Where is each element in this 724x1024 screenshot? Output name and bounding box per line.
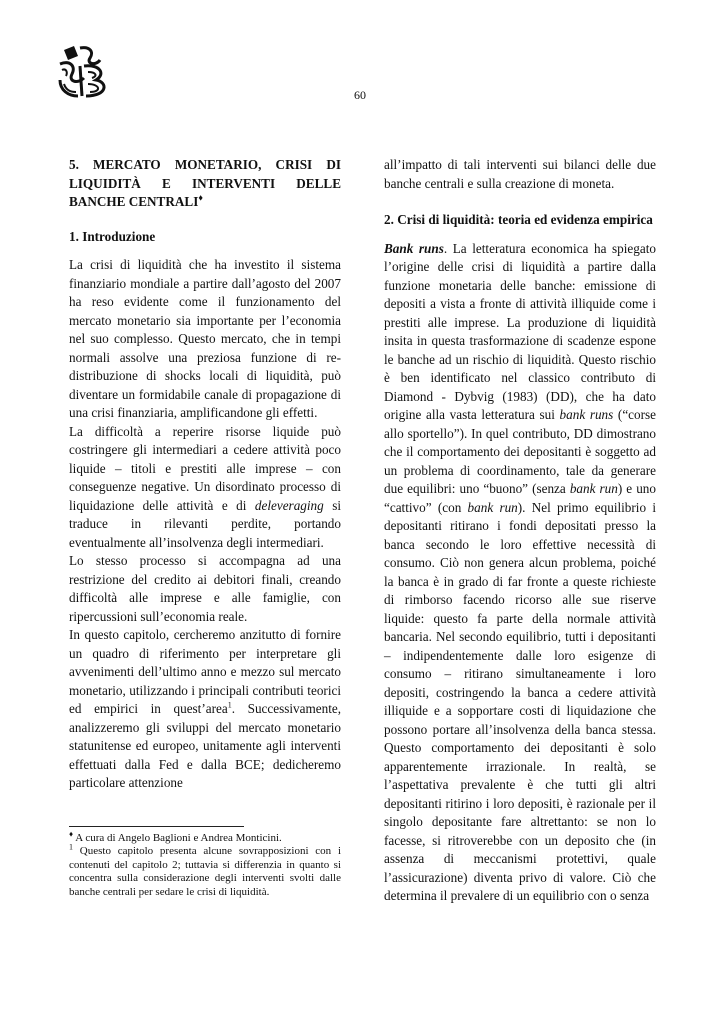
section-heading-crisi-di-liquidita: 2. Crisi di liquidità: teoria ed evidenza empirica [384, 212, 653, 227]
paragraph: all’impatto di tali interventi sui bilanci delle due banche centrali e sulla creazione di moneta. [384, 157, 656, 191]
logo [56, 44, 110, 100]
bank-runs-label: Bank runs [384, 240, 444, 256]
footnote: $^1$ Questo capitolo presenta alcune sovrapposizioni con i contenuti del capitolo 2; tuttavia si differenzia in quanto si concentra sulla considerazione degli interventi svolti dalle banche centrali per sedare le crisi di liquidità. [69, 842, 341, 898]
diamond-footnote-mark: ♦ [198, 192, 203, 203]
ssb-logo-icon [56, 44, 110, 100]
chapter-title-line-2: LIQUIDITÀ E INTERVENTI DELLE [69, 175, 341, 191]
section-heading-introduzione: 1. Introduzione [69, 228, 156, 244]
chapter-title [69, 156, 341, 212]
paragraph: La difficoltà a reperire risorse liquide può costringere gli intermediari a cedere attività poco liquide – titoli e prestiti alle imprese – con conseguenze negative. Un disordinato processo di liquidazione delle attività e di deleveraging si traduce in rilevanti perdite, portando eventualmente all’insolvenza degli intermediari. [69, 423, 341, 550]
emphasis: deleveraging [254, 497, 324, 513]
paragraph: Bank runs. La letteratura economica ha spiegato l’origine delle crisi di liquidità a partire dalla funzione monetaria delle banche: emissione di depositi a vista a fronte di attività illiquide come i prestiti alle imprese. La produzione di liquidità insita in questa trasformazione di scadenze espone le banche ad un rischio di liquidità. Questo rischio è ben identificato nel classico contributo di Diamond - Dybvig (1983) (DD), che ha dato origine alla vasta letteratura sui bank runs (“corse allo sportello”). In quel contributo, DD dimostrano che il comportamento dei depositanti è soggetto ad un problema di coordinamento, tale da generare due equilibri: uno “buono” (senza bank run) e uno “cattivo” (con bank run). Nel primo equilibrio i depositanti ritirano i fondi depositati presso la banca secondo le loro effettive necessità di consumo. Ciò non genera alcun problema, poiché la banca è in grado di far fronte a queste richieste di rimborso facendo ricorso alle sue riserve liquide: questo fa parte della normale attività bancaria. Nel secondo equilibrio, tutti i depositanti – indipendentemente dalle loro esigenze di consumo – ritirano simultaneamente i loro depositi, costringendo la banca a cedere attività illiquide e a sopportare costi di liquidazione che possono portare all’insolvenza della banca stessa. Questo comportamento dei depositanti è solo apparentemente irrazionale. In realtà, se l’aspettativa prevalente è che tutti gli altri depositanti ritirino i loro depositi, è razionale per il singolo depositante fare altrettanto: se non lo facesse, si ritroverebbe con un deposito che (in assenza di meccanismi protettivi, quale l’assicurazione) diventa privo di valore. Ciò che determina il prevalere di un equilibrio con o senza [384, 240, 656, 903]
footnote: ♦ A cura di Angelo Baglioni e Andrea Monticini. [69, 829, 282, 844]
footnote-separator [69, 826, 244, 827]
paragraph: La crisi di liquidità che ha investito il sistema finanziario mondiale a partire dall’agosto del 2007 ha reso evidente come il funzionamento del mercato monetario sia importante per l’economia nel suo complesso. Questo mercato, che in tempi normali assolve una preziosa funzione di re-distribuzione di shocks locali di liquidità, può diventare un formidabile canale di propagazione di una crisi finanziaria, amplificandone gli effetti. [69, 257, 341, 420]
chapter-title-line-1: 5. MERCATO MONETARIO, CRISI DI [69, 157, 341, 172]
left-column [69, 156, 341, 793]
page-number: 60 [354, 88, 366, 102]
footnotes [69, 829, 341, 899]
paragraph: Lo stesso processo si accompagna ad una restrizione del credito ai debitori finali, creando difficoltà alle imprese e alle famiglie, con ripercussioni sull’economia reale. [69, 553, 341, 624]
footnote-ref: 1 [227, 700, 232, 710]
right-column [384, 156, 656, 906]
paragraph: In questo capitolo, cercheremo anzitutto di fornire un quadro di riferimento per interpretare gli avvenimenti dell’ultimo anno e mezzo sul mercato monetario, utilizzando i principali contributi teorici ed empirici in quest’area$^1$. Successivamente, analizzeremo gli sviluppi del mercato monetario statunitense ed europeo, unitamente agli interventi effettuati dalla Fed e dalla BCE; dedicheremo particolare attenzione [69, 627, 342, 790]
chapter-title-line-3: BANCHE CENTRALI♦ [69, 192, 203, 209]
